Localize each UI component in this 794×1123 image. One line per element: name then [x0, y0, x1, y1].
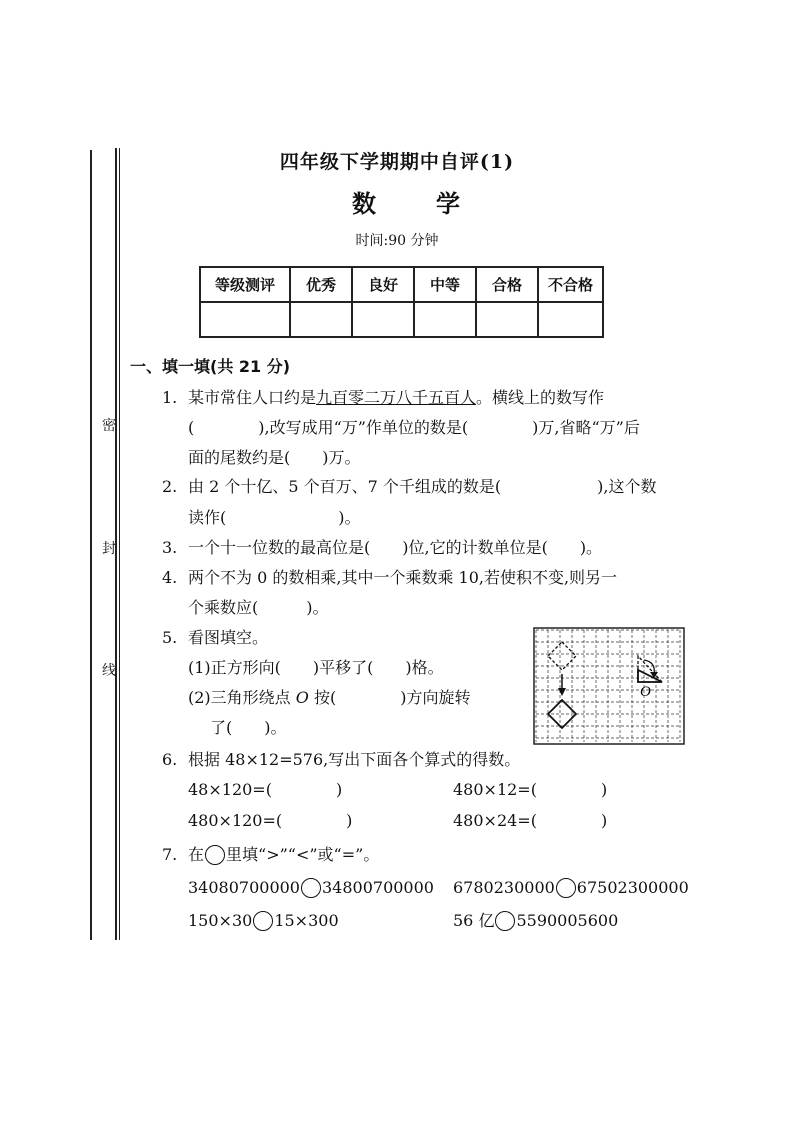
q1-line-2: ( ),改写成用“万”作单位的数是( )万,省略“万”后	[188, 418, 640, 437]
seal-char-xian: 线	[102, 663, 116, 679]
figure-label-o: O	[640, 684, 651, 700]
triangle-rotated	[638, 670, 662, 682]
grade-cell-blank[interactable]	[290, 302, 352, 337]
rotation-arc	[644, 660, 654, 674]
q5-number: 5.	[162, 628, 178, 647]
grid-figure-svg	[532, 626, 686, 746]
q7-pair	[453, 878, 689, 898]
q7-text: 里填“>”“<”或“=”。	[226, 845, 380, 864]
compare-circle[interactable]	[301, 878, 321, 898]
grade-header-fail: 不合格	[538, 267, 603, 302]
q4-line-1: 两个不为 0 的数相乘,其中一个乘数乘 10,若使积不变,则另一	[188, 568, 618, 587]
q1-number: 1.	[162, 388, 178, 407]
compare-circle[interactable]	[556, 878, 576, 898]
margin-line-inner-2	[119, 148, 120, 940]
q1-text: 。横线上的数写作	[476, 388, 605, 407]
subject-title: 数 学	[352, 189, 478, 218]
grade-cell-blank[interactable]	[414, 302, 476, 337]
circle-icon	[205, 845, 225, 865]
q7-pair-right: 67502300000	[576, 878, 689, 897]
grade-table-header-row	[200, 267, 603, 302]
q7-pair-left: 56 亿	[453, 911, 495, 930]
seal-char-feng: 封	[102, 541, 116, 557]
q7-pair-left: 6780230000	[453, 878, 555, 897]
margin-line-left	[90, 150, 92, 940]
q7-pair-right: 15×300	[274, 911, 339, 930]
grade-table-blank-row	[200, 302, 603, 337]
q5-line-4: 了( )。	[210, 718, 287, 737]
grade-cell-blank[interactable]	[538, 302, 603, 337]
q4-line-2: 个乘数应( )。	[188, 598, 329, 617]
q7-line-1	[188, 845, 379, 865]
q5-line-1: 看图填空。	[188, 628, 269, 647]
q3-line-1: 一个十一位数的最高位是( )位,它的计数单位是( )。	[188, 538, 603, 557]
q4-number: 4.	[162, 568, 178, 587]
grade-cell-blank[interactable]	[200, 302, 290, 337]
q7-pair-left: 34080700000	[188, 878, 300, 897]
grade-table	[199, 266, 604, 338]
q7-pair-left: 150×30	[188, 911, 253, 930]
q7-text: 在	[188, 845, 205, 864]
grade-header-average: 中等	[414, 267, 476, 302]
q5-text: (2)三角形绕点	[188, 688, 296, 707]
q5-line-2: (1)正方形向( )平移了( )格。	[188, 658, 444, 677]
down-arrow-icon	[558, 688, 566, 696]
grid-figure	[532, 626, 686, 750]
q2-number: 2.	[162, 477, 178, 496]
q2-line-1: 由 2 个十亿、5 个百万、7 个千组成的数是( ),这个数	[188, 477, 657, 496]
q6-line-1: 根据 48×12=576,写出下面各个算式的得数。	[188, 750, 521, 769]
q6-item: 480×12=( )	[453, 780, 608, 799]
grade-header-excellent: 优秀	[290, 267, 352, 302]
q6-item: 48×120=( )	[188, 780, 343, 799]
q1-underlined-number: 九百零二万八千五百人	[316, 388, 477, 407]
q5-point-o: O	[295, 688, 309, 707]
q6-number: 6.	[162, 750, 178, 769]
q7-pair	[188, 911, 339, 931]
grade-header-good: 良好	[352, 267, 414, 302]
q2-line-2: 读作( )。	[188, 508, 361, 527]
q7-pair-right: 5590005600	[516, 911, 619, 930]
grade-cell-blank[interactable]	[476, 302, 538, 337]
q7-pair	[453, 911, 618, 931]
exam-time: 时间:90 分钟	[355, 233, 439, 249]
q1-text: 某市常住人口约是	[188, 388, 317, 407]
q3-number: 3.	[162, 538, 178, 557]
section-title: 一、填一填(共 21 分)	[130, 357, 291, 376]
compare-circle[interactable]	[253, 911, 273, 931]
grade-header-level: 等级测评	[200, 267, 290, 302]
q7-pair-right: 34800700000	[321, 878, 434, 897]
grade-header-pass: 合格	[476, 267, 538, 302]
q6-item: 480×120=( )	[188, 811, 353, 830]
q1-line-1	[188, 388, 604, 408]
seal-char-mi: 密	[102, 418, 116, 434]
q6-item: 480×24=( )	[453, 811, 608, 830]
q1-line-3: 面的尾数约是( )万。	[188, 448, 361, 467]
grade-cell-blank[interactable]	[352, 302, 414, 337]
q5-line-3	[188, 688, 470, 708]
compare-circle[interactable]	[495, 911, 515, 931]
q5-text: 按( )方向旋转	[308, 688, 471, 707]
q7-pair	[188, 878, 434, 898]
exam-title: 四年级下学期期中自评(1)	[279, 151, 515, 173]
q7-number: 7.	[162, 845, 178, 864]
